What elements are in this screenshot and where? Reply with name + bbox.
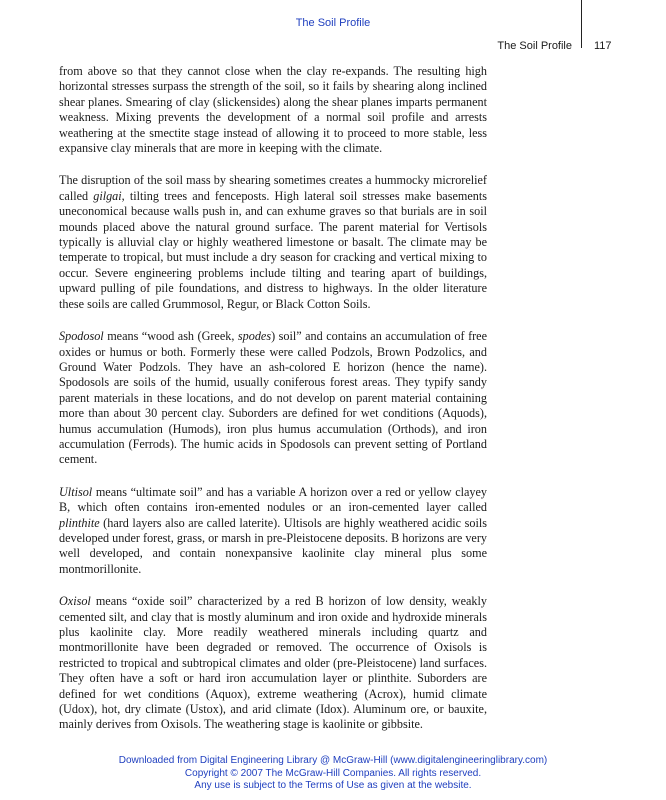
paragraph-oxisol	[59, 594, 487, 733]
text-run: means “oxide soil” characterized by a red B horizon of low density, weakly cemented silt, and clay that is mostly aluminum and iron oxide and hydroxide minerals plus kaolinite clay. More readily weathered minerals including quartz and montmorillonite have been degraded or removed. The occurrence of Oxisols is restricted to tropical and subtropical climates and older (pre-Pleistocene) land surfaces. They often have a soft or hard iron accumulation layer or plinthite. Suborders are defined for wet conditions (Aquox), extreme weathering (Acrox), humid climate (Udox), hot, dry climate (Ustox), and arid climate (Idox). Aluminum ore, or bauxite, mainly derives from Oxisols. The weathering stage is kaolinite or gibbsite.	[59, 594, 487, 732]
paragraph-gilgai	[59, 173, 487, 312]
paragraph-spodosol	[59, 329, 487, 468]
footer-terms-of-use[interactable]: Any use is subject to the Terms of Use as given at the website.	[194, 780, 472, 791]
text-run: ) soil” and contains an accumulation of free oxides or humus or both. Formerly these were called Podzols, Brown Podzolics, and Ground Water Podzols. They have an ash-colored E horizon (hence the name). Spodosols are soils of the humid, usually coniferous forest areas. They typify sandy parent materials in these locations, and do not develop on parent material containing more than about 30 percent clay. Suborders are defined for wet conditions (Aquods), humus accumulation (Humods), iron plus humus accumulation (Orthods), and iron accumulation (Ferrods). The humic acids in Spodosols can prevent setting of Portland cement.	[59, 329, 487, 467]
text-run: The disruption of the soil mass by shearing sometimes creates a hummocky microrelief called	[59, 173, 487, 203]
footer	[0, 755, 666, 793]
page-number: 117	[594, 40, 612, 52]
term-plinthite: plinthite	[59, 515, 100, 530]
body-text	[59, 64, 487, 733]
footer-copyright: Copyright © 2007 The McGraw-Hill Companies. All rights reserved.	[184, 767, 482, 779]
text-run: means “ultimate soil” and has a variable A horizon over a red or yellow clayey B, which often contains iron-emented nodules or an iron-cemented layer called	[59, 484, 487, 515]
paragraph-vertisol-continued: from above so that they cannot close when the clay re-expands. The resulting high horizontal stresses surpass the strength of the soil, so it fails by shearing along inclined shear planes. Smearing of clay (slickensides) along the shear planes imparts permanent weakness. Mixing prevents the development of a normal soil profile and arrests weathering at the smectite stage instead of allowing it to proceed to more stable, less expansive clay minerals that are more in keeping with the climate.	[59, 64, 487, 156]
running-title: The Soil Profile	[497, 40, 572, 52]
term-spodosol: Spodosol	[59, 329, 104, 344]
text-run: means “wood ash (Greek,	[103, 329, 238, 344]
term-ultisol: Ultisol	[59, 484, 93, 499]
paragraph-ultisol	[59, 485, 487, 577]
term-oxisol: Oxisol	[59, 594, 91, 609]
term-spodes: spodes	[237, 329, 272, 344]
term-gilgai: gilgai	[93, 188, 122, 203]
text-run: , tilting trees and fenceposts. High lateral soil stresses make basements uneconomical because walls push in, and can exhume graves so that burials are in soil mounds placed above the natural ground surface. The parent material for Vertisols typically is alluvial clay or highly weathered limestone or basalt. The climate may be temperate to tropical, but must include a dry season for cracking and vertical mixing to occur. Severe engineering problems include tilting and tearing apart of buildings, upward pulling of pile foundations, and distress to highways. In the older literature these soils are called Grummosol, Regur, or Black Cotton Soils.	[59, 188, 487, 311]
footer-download-link[interactable]: Downloaded from Digital Engineering Library @ McGraw-Hill (www.digitalengineeringlibrary.com)	[118, 755, 548, 766]
text-run: (hard layers also are called laterite). Ultisols are highly weathered acidic soils developed under forest, grass, or marsh in pre-Pleistocene deposits. B horizons are very well developed, and contain nonexpansive kaolinite clay mineral plus some montmorillonite.	[59, 515, 487, 576]
header-vertical-rule	[581, 0, 582, 48]
top-chapter-link[interactable]: The Soil Profile	[295, 17, 371, 29]
